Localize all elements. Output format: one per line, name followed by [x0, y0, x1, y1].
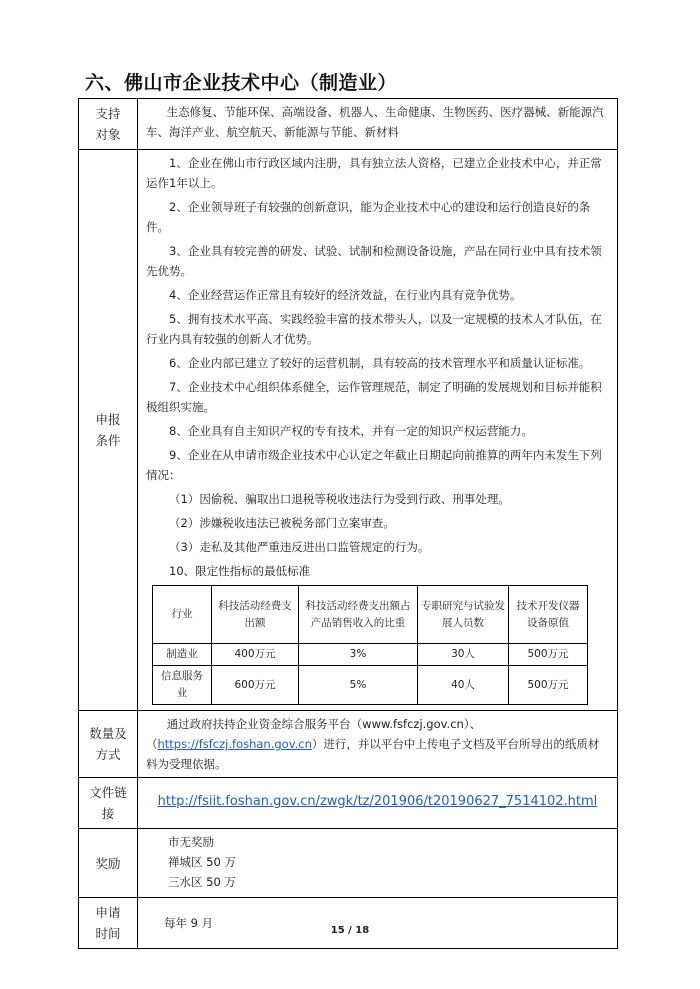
policy-table — [78, 98, 618, 949]
support-target-text: 生态修复、节能环保、高端设备、机器人、生命健康、生物医药、医疗器械、新能源汽车、海洋产业、航空航天、新能源与节能、新材料 — [146, 105, 604, 139]
reward-line: 市无奖励 — [168, 835, 214, 849]
table-cell: 30人 — [418, 644, 509, 666]
condition-item: 8、企业具有自主知识产权的专有技术，并有一定的知识产权运营能力。 — [169, 424, 533, 438]
min-standard-row — [153, 644, 588, 666]
row-method — [79, 711, 618, 778]
row-conditions — [79, 150, 618, 711]
row-application-time — [79, 898, 618, 949]
reward-line: 三水区 50 万 — [168, 875, 236, 889]
condition-subitem: （3）走私及其他严重违反进出口监管规定的行为。 — [169, 540, 430, 554]
method-text-before: 通过政府扶持企业资金综合服务平台（www.fsfczj.gov.cn）、（ — [146, 717, 482, 751]
min-standard-row — [153, 666, 588, 705]
method-text — [146, 714, 609, 774]
condition-item: 1、企业在佛山市行政区域内注册，具有独立法人资格，已建立企业技术中心，并正常运作1年以上。 — [146, 156, 602, 190]
table-cell: 40人 — [418, 666, 509, 705]
section-title: 六、佛山市企业技术中心（制造业） — [85, 72, 398, 94]
application-time-text: 每年 9 月 — [164, 916, 214, 930]
header-cell: 专职研究与试验发展人员数 — [418, 586, 509, 644]
row-support-target — [79, 99, 618, 150]
min-standard-header-row — [153, 586, 588, 644]
label-text: 文件链 接 — [89, 785, 127, 821]
condition-item: 6、企业内部已建立了较好的运营机制，具有较高的技术管理水平和质量认证标准。 — [169, 356, 591, 370]
condition-item: 7、企业技术中心组织体系健全，运作管理规范，制定了明确的发展规划和目标并能积极组织实施。 — [146, 380, 602, 414]
header-cell: 科技活动经费支出额 — [212, 586, 299, 644]
header-cell: 技术开发仪器设备原值 — [509, 586, 588, 644]
condition-subitem: （2）涉嫌税收违法已被税务部门立案审查。 — [169, 516, 395, 530]
label-method — [79, 711, 138, 778]
method-content — [138, 711, 618, 778]
label-text: 数量及 方式 — [89, 726, 127, 762]
table-cell: 信息服务业 — [153, 666, 212, 705]
condition-item: 4、企业经营运作正常且有较好的经济效益，在行业内具有竞争优势。 — [169, 288, 522, 302]
label-text: 支持 对象 — [95, 106, 121, 142]
table-cell: 5% — [299, 666, 418, 705]
table-cell: 400万元 — [212, 644, 299, 666]
label-support-target — [79, 99, 138, 150]
condition-item-10: 10、限定性指标的最低标准 — [169, 564, 311, 578]
file-link-content — [138, 778, 618, 829]
table-cell: 3% — [299, 644, 418, 666]
condition-item: 2、企业领导班子有较强的创新意识，能为企业技术中心的建设和运行创造良好的条件。 — [146, 200, 591, 234]
condition-subitem: （1）因偷税、骗取出口退税等税收违法行为受到行政、刑事处理。 — [169, 492, 510, 506]
application-time-content — [138, 898, 618, 949]
platform-link[interactable]: https://fsfczj.foshan.gov.cn — [157, 737, 312, 751]
page-number: 15 / 18 — [330, 925, 370, 936]
row-file-link — [79, 778, 618, 829]
table-cell: 制造业 — [153, 644, 212, 666]
method-text-after: ）进行，并以平台中上传电子文档及平台所导出的纸质材料为受理依据。 — [146, 737, 600, 771]
label-text: 奖励 — [95, 855, 121, 871]
header-cell: 科技活动经费支出额占产品销售收入的比重 — [299, 586, 418, 644]
label-file-link — [79, 778, 138, 829]
row-reward — [79, 829, 618, 898]
min-standard-table — [152, 585, 588, 705]
label-text: 申请 时间 — [95, 905, 121, 941]
condition-item: 3、企业具有较完善的研发、试验、试制和检测设备设施，产品在同行业中具有技术领先优势。 — [146, 244, 602, 278]
table-cell: 500万元 — [509, 644, 588, 666]
condition-item: 5、拥有技术水平高、实践经验丰富的技术带头人，以及一定规模的技术人才队伍，在行业内具有较强的创新人才优势。 — [146, 312, 602, 346]
reward-content — [138, 829, 618, 898]
label-application-time — [79, 898, 138, 949]
support-target-content — [138, 99, 618, 150]
header-cell: 行业 — [153, 586, 212, 644]
file-link[interactable]: http://fsiit.foshan.gov.cn/zwgk/tz/201906/t20190627_7514102.html — [157, 794, 598, 809]
condition-item: 9、企业在从申请市级企业技术中心认定之年截止日期起向前推算的两年内未发生下列情况： — [146, 448, 602, 482]
table-cell: 500万元 — [509, 666, 588, 705]
table-cell: 600万元 — [212, 666, 299, 705]
label-reward — [79, 829, 138, 898]
label-text: 申报 条件 — [95, 412, 121, 448]
conditions-content — [138, 150, 618, 711]
reward-line: 禅城区 50 万 — [168, 855, 236, 869]
label-conditions — [79, 150, 138, 711]
